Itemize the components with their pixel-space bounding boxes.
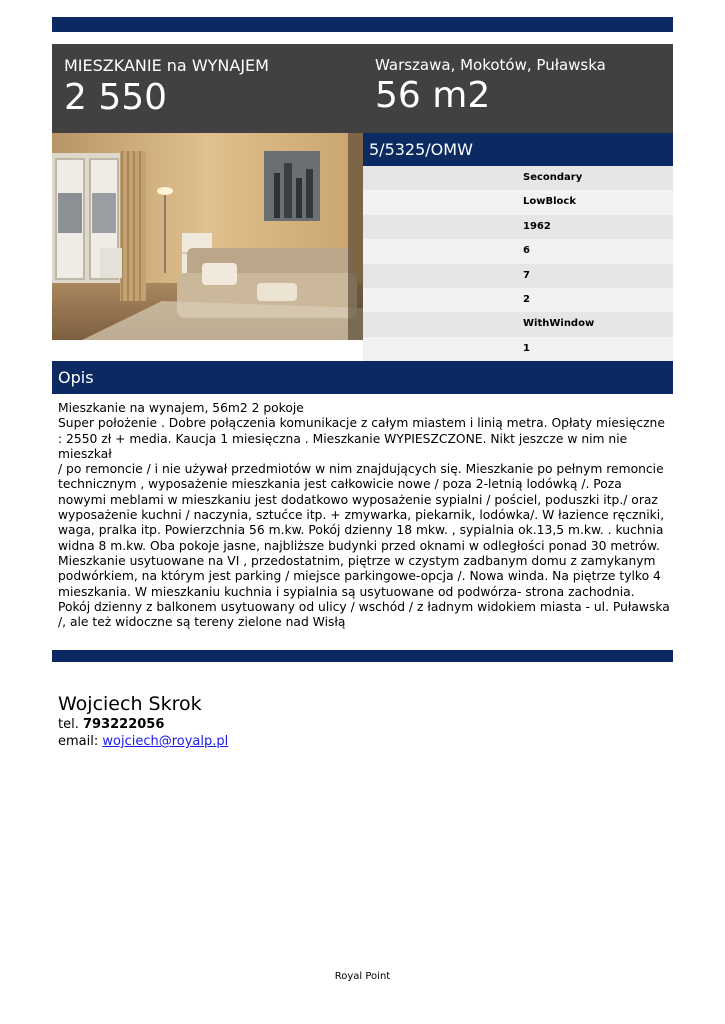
top-accent-bar <box>52 17 673 32</box>
agent-name: Wojciech Skrok <box>58 693 202 715</box>
email-line <box>58 733 228 750</box>
param-row-year: 1962 <box>363 215 673 239</box>
header-right <box>375 56 606 118</box>
email-link[interactable]: wojciech@royalp.pl <box>102 734 229 749</box>
listing-header <box>52 44 673 133</box>
apartment-photo <box>52 133 363 340</box>
listing-price: 2 550 <box>64 77 168 118</box>
living-room-photo-illustration <box>52 133 363 340</box>
listing-type: MIESZKANIE na WYNAJEM <box>64 56 269 75</box>
phone-line <box>58 716 228 733</box>
phone-label: tel. <box>58 717 79 732</box>
param-row-market: Secondary <box>363 166 673 190</box>
param-row-kitchen: WithWindow <box>363 312 673 336</box>
parameters-table <box>363 166 673 361</box>
email-label: email: <box>58 734 99 749</box>
header-left <box>64 56 269 120</box>
description-heading: Opis <box>52 361 673 394</box>
footer-company: Royal Point <box>334 971 391 982</box>
listing-reference: 5/5325/OMW <box>363 133 673 166</box>
param-row-building-type: LowBlock <box>363 190 673 214</box>
listing-area: 56 m2 <box>375 75 491 116</box>
listing-location: Warszawa, Mokotów, Puławska <box>375 56 606 74</box>
param-row-bathrooms: 1 <box>363 337 673 361</box>
description-text: Mieszkanie na wynajem, 56m2 2 pokoje Super położenie . Dobre połączenia komunikacje z całym miastem i linią metra. Opłaty miesięczne : 2550 zł + media. Kaucja 1 miesięczna . Mieszkanie WYPIESZCZONE. Nikt jeszcze w nim nie mieszkał / po remoncie / i nie używał przedmiotów w nim znajdujących się. Mieszkanie po pełnym remoncie technicznym , wyposażenie mieszkania jest całkowicie nowe / poza 2-letnią lodówką /. Poza nowymi meblami w mieszkaniu jest dodatkowo wyposażenie sypialni / pościel, poduszki itp./ oraz wyposażenie kuchni / naczynia, sztućce itp. + zmywarka, piekarnik, lodówka/. W łazience ręczniki, waga, pralka itp. Powierzchnia 56 m.kw. Pokój dzienny 18 mkw. , sypialnia ok.13,5 m.kw. . kuchnia widna 8 m.kw. Oba pokoje jasne, najbliższe budynki przed oknami w odległości ponad 30 metrów. Mieszkanie usytuowane na VI , przedostatnim, piętrze w czystym zadbanym domu z zamykanym podwórkiem, na którym jest parking / miejsce parkingowe-opcja /. Nowa winda. Na piętrze tylko 4 mieszkania. W mieszkaniu kuchnia i sypialnia są usytuowane od podwórza- strona zachodnia. Pokój dzienny z balkonem usytuowany od ulicy / wschód / z ładnym widokiem miasta - ul. Puławska /, ale też widoczne są tereny zielone nad Wisłą <box>58 401 670 630</box>
param-row-floor: 6 <box>363 239 673 263</box>
param-row-rooms: 2 <box>363 288 673 312</box>
bottom-accent-bar <box>52 650 673 662</box>
param-row-floors-total: 7 <box>363 264 673 288</box>
phone-number: 793222056 <box>82 717 165 732</box>
agent-contact <box>58 692 228 750</box>
